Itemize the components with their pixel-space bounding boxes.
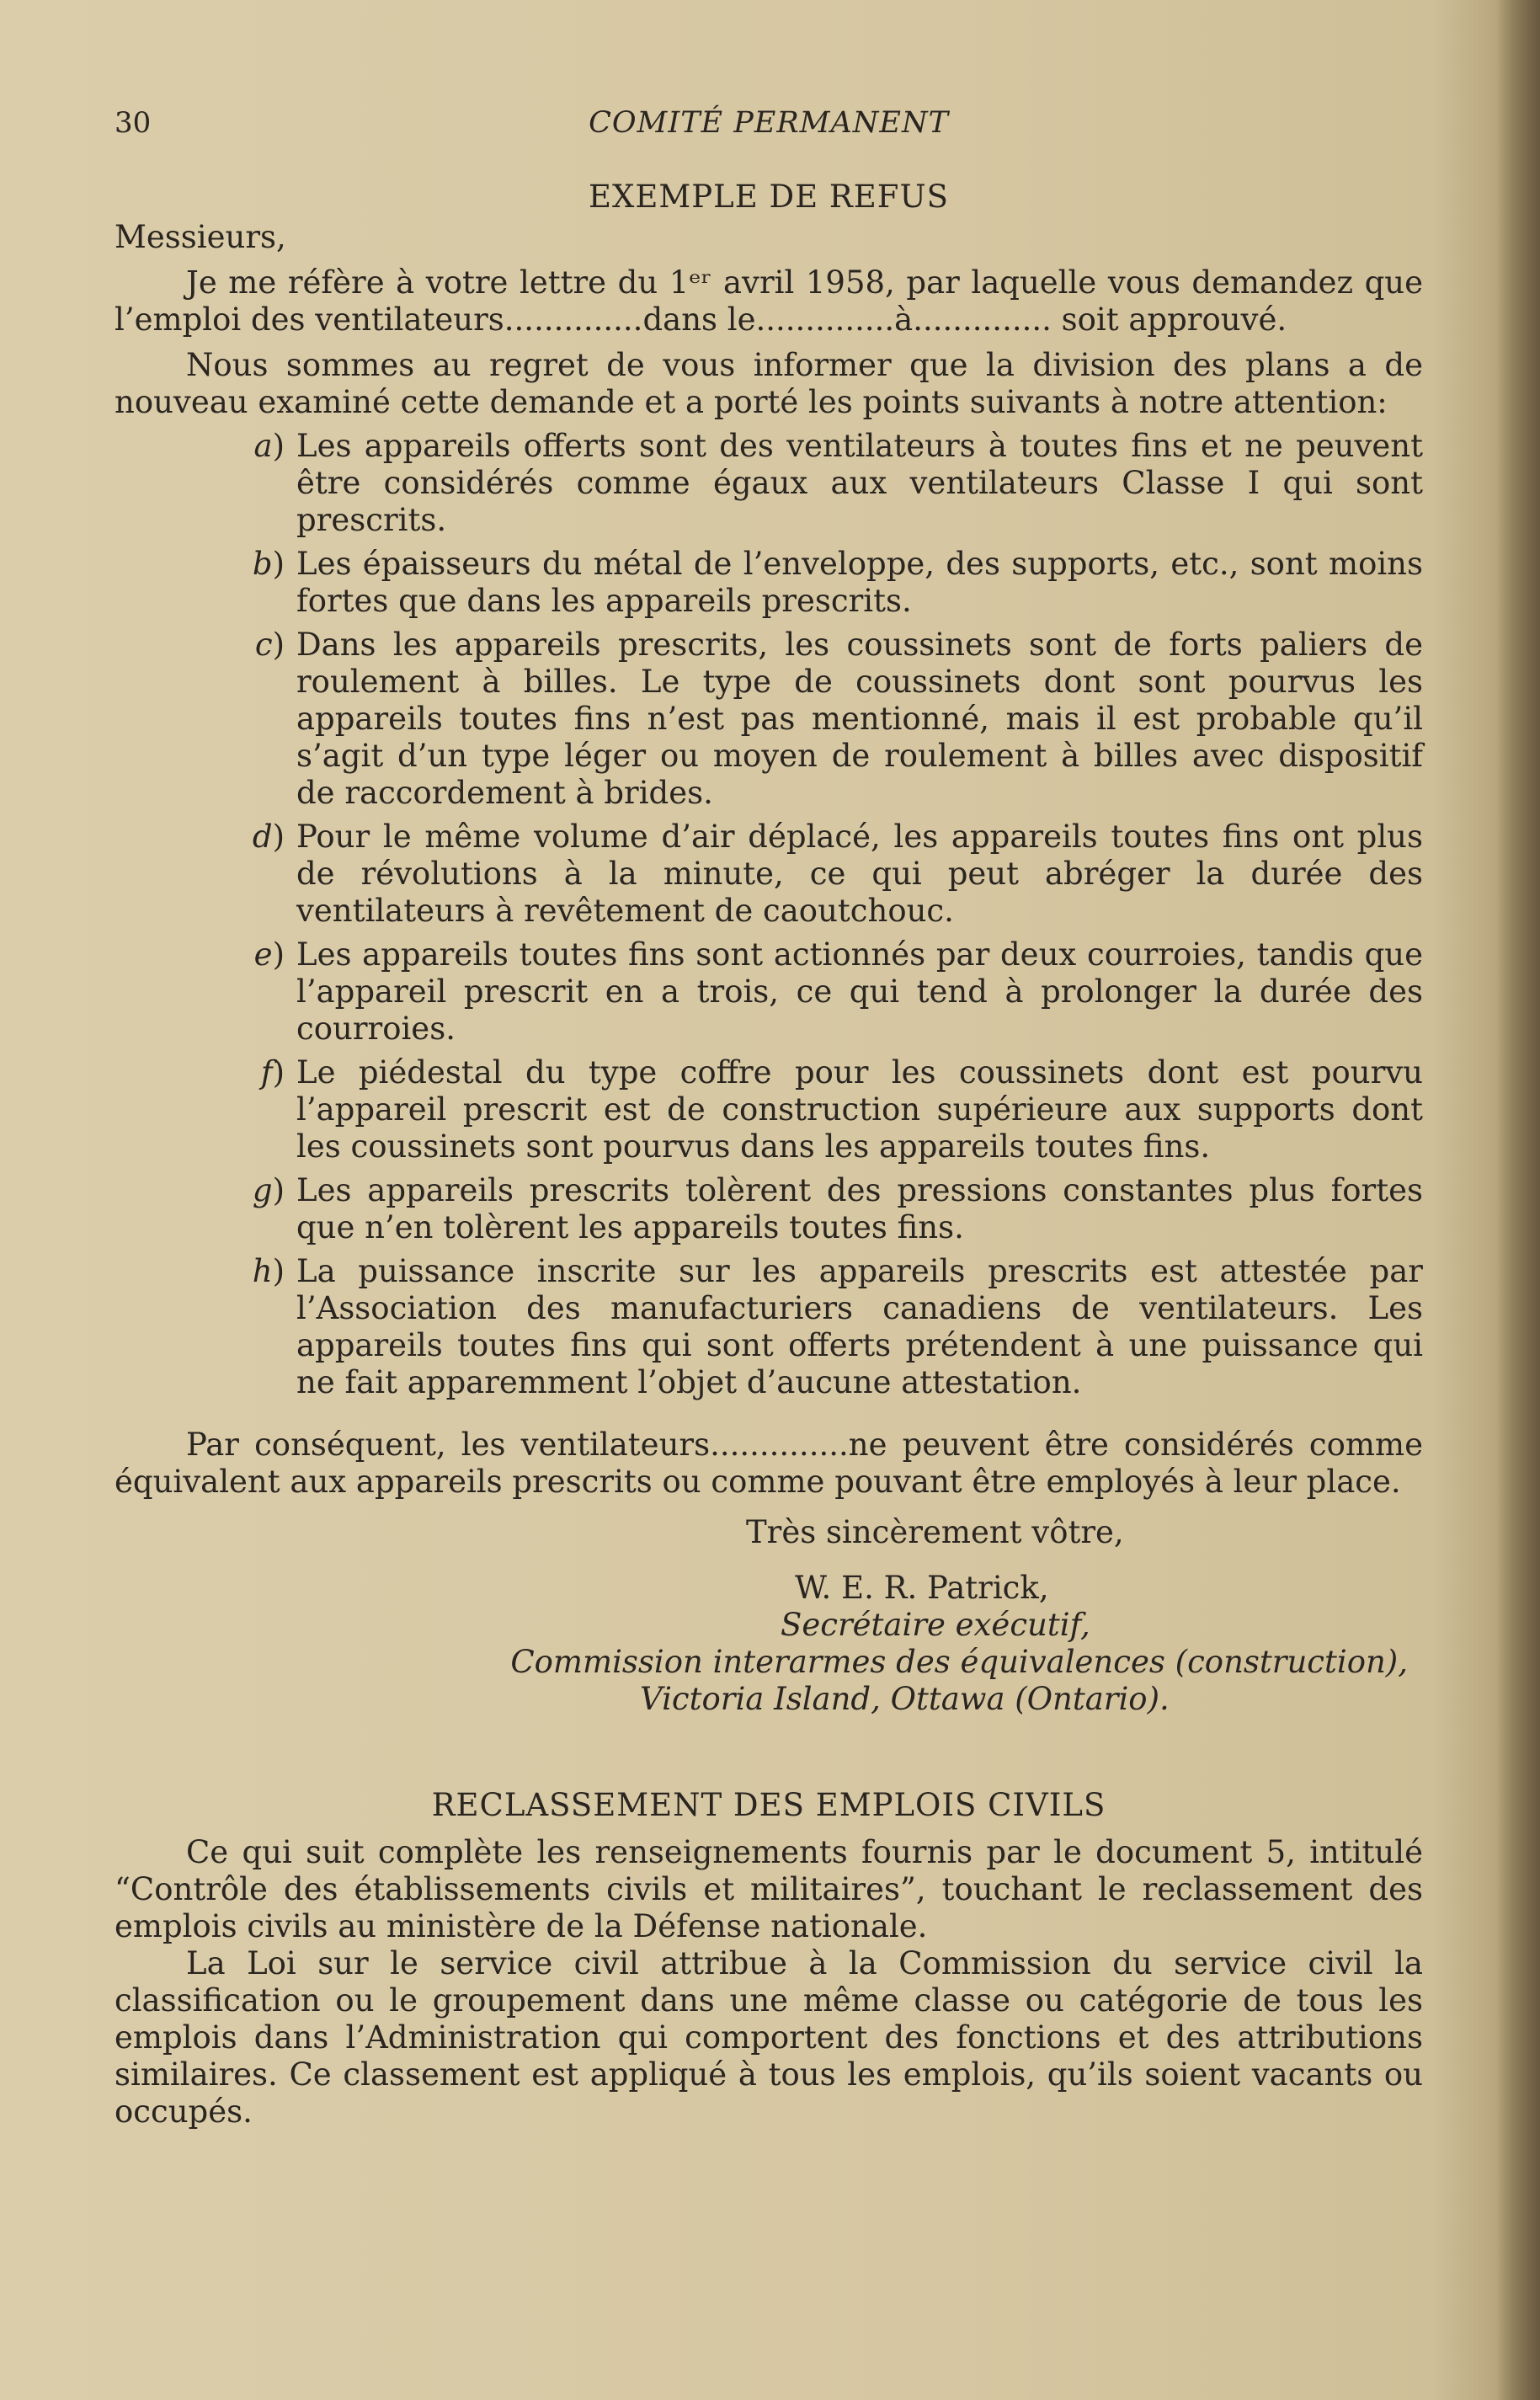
item-text: La puissance inscrite sur les appareils prescrits est attestée par l’Association des manufacturiers canadiens de ventilateurs. Les appareils toutes fins qui sont offerts prétendent à une puissance qui ne fait apparemment l’objet d’aucune attestation. <box>296 1253 1423 1400</box>
item-letter: h <box>252 1253 273 1289</box>
item-letter: a <box>253 428 273 464</box>
list-item: d) Pour le même volume d’air déplacé, les appareils toutes fins ont plus de révolutions à la minute, ce qui peut abréger la durée des ventilateurs à revêtement de caoutchouc. <box>252 819 1423 929</box>
salutation: Messieurs, <box>115 219 286 255</box>
signer-address: Victoria Island, Ottawa (Ontario). <box>640 1681 1170 1717</box>
signer-name: W. E. R. Patrick, <box>795 1570 1049 1606</box>
page-content <box>115 93 1423 2131</box>
signer-organization: Commission interarmes des équivalences (construction), <box>510 1644 1408 1680</box>
list-item: c) Dans les appareils prescrits, les coussinets sont de forts paliers de roulement à billes. Le type de coussinets dont sont pourvus les appareils toutes fins n’est pas mentionné, mais il est probable qu’il s’agit d’un type léger ou moyen de roulement à billes avec dispositif de raccordement à brides. <box>254 627 1423 811</box>
letter-paragraph-1: Je me réfère à votre lettre du 1ᵉʳ avril 1958, par laquelle vous demandez que l’emploi des ventilateurs..............dans le..............à.............. soit approuvé. <box>115 264 1423 338</box>
section-paragraph-2: La Loi sur le service civil attribue à la Commission du service civil la classification ou le groupement dans une même classe ou catégorie de tous les emplois dans l’Administration qui comportent des fonctions et des attributions similaires. Ce classement est appliqué à tous les emplois, qu’ils soient vacants ou occupés. <box>115 1945 1423 2130</box>
item-letter: e <box>253 936 273 973</box>
item-letter: d <box>252 819 273 855</box>
running-head: COMITÉ PERMANENT <box>589 106 949 140</box>
item-text: Les épaisseurs du métal de l’enveloppe, des supports, etc., sont moins fortes que dans les appareils prescrits. <box>296 546 1423 619</box>
letter-conclusion: Par conséquent, les ventilateurs..............ne peuvent être considérés comme équivalent aux appareils prescrits ou comme pouvant être employés à leur place. <box>115 1427 1423 1500</box>
list-item: f) Le piédestal du type coffre pour les coussinets dont est pourvu l’appareil prescrit est de construction supérieure aux supports dont les coussinets sont pourvus dans les appareils toutes fins. <box>260 1054 1423 1165</box>
item-letter: b <box>252 546 273 582</box>
letter-title: EXEMPLE DE REFUS <box>589 179 949 215</box>
section-paragraph-1: Ce qui suit complète les renseignements fournis par le document 5, intitulé “Contrôle des établissements civils et militaires”, touchant le reclassement des emplois civils au ministère de la Défense nationale. <box>115 1834 1423 1944</box>
item-text: Pour le même volume d’air déplacé, les appareils toutes fins ont plus de révolutions à la minute, ce qui peut abréger la durée des ventilateurs à revêtement de caoutchouc. <box>296 819 1423 929</box>
item-text: Le piédestal du type coffre pour les coussinets dont est pourvu l’appareil prescrit est de construction supérieure aux supports dont les coussinets sont pourvus dans les appareils toutes fins. <box>296 1054 1423 1165</box>
item-text: Les appareils prescrits tolèrent des pressions constantes plus fortes que n’en tolèrent les appareils toutes fins. <box>296 1172 1423 1245</box>
section-title: RECLASSEMENT DES EMPLOIS CIVILS <box>431 1787 1106 1823</box>
page-header <box>115 93 1423 143</box>
page-number: 30 <box>115 106 152 140</box>
list-item: e) Les appareils toutes fins sont actionnés par deux courroies, tandis que l’appareil prescrit en a trois, ce qui tend à prolonger la durée des courroies. <box>253 936 1423 1047</box>
item-text: Les appareils offerts sont des ventilateurs à toutes fins et ne peuvent être considérés comme égaux aux ventilateurs Classe I qui sont prescrits. <box>296 428 1423 538</box>
signer-title: Secrétaire exécutif, <box>781 1607 1090 1643</box>
item-letter: g <box>252 1172 273 1208</box>
letter-paragraph-2: Nous sommes au regret de vous informer que la division des plans a de nouveau examiné cette demande et a porté les points suivants à notre attention: <box>115 347 1423 420</box>
book-spine-shadow <box>1496 0 1540 2400</box>
points-list <box>115 428 1423 1401</box>
list-item: b) Les épaisseurs du métal de l’enveloppe, des supports, etc., sont moins fortes que dans les appareils prescrits. <box>252 546 1423 619</box>
list-item: a) Les appareils offerts sont des ventilateurs à toutes fins et ne peuvent être considérés comme égaux aux ventilateurs Classe I qui sont prescrits. <box>253 428 1423 538</box>
item-letter: f <box>260 1054 273 1091</box>
list-item: g) Les appareils prescrits tolèrent des pressions constantes plus fortes que n’en tolèrent les appareils toutes fins. <box>252 1172 1423 1245</box>
item-letter: c <box>254 627 273 663</box>
closing-phrase: Très sincèrement vôtre, <box>746 1514 1124 1550</box>
item-text: Les appareils toutes fins sont actionnés par deux courroies, tandis que l’appareil prescrit en a trois, ce qui tend à prolonger la durée des courroies. <box>296 936 1423 1047</box>
item-text: Dans les appareils prescrits, les coussinets sont de forts paliers de roulement à billes. Le type de coussinets dont sont pourvus les appareils toutes fins n’est pas mentionné, mais il est probable qu’il s’agit d’un type léger ou moyen de roulement à billes avec dispositif de raccordement à brides. <box>296 627 1423 811</box>
list-item: h) La puissance inscrite sur les appareils prescrits est attestée par l’Association des manufacturiers canadiens de ventilateurs. Les appareils toutes fins qui sont offerts prétendent à une puissance qui ne fait apparemment l’objet d’aucune attestation. <box>252 1253 1423 1400</box>
